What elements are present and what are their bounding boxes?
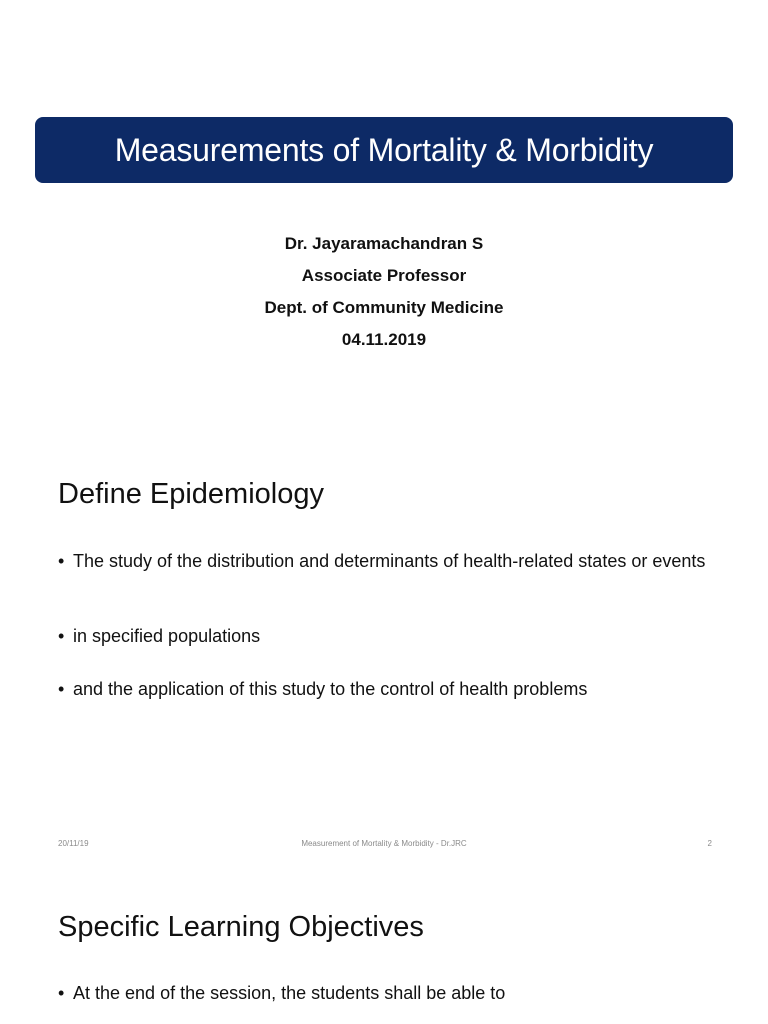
bullet-item bbox=[58, 624, 712, 649]
bullet-text: The study of the distribution and determinants of health-related states or events bbox=[73, 551, 706, 571]
bullet-text: in specified populations bbox=[73, 626, 261, 646]
author-department: Dept. of Community Medicine bbox=[264, 298, 504, 317]
presentation-title: Measurements of Mortality & Morbidity bbox=[114, 132, 654, 168]
author-name: Dr. Jayaramachandran S bbox=[284, 234, 484, 253]
bullet-item bbox=[58, 981, 718, 1006]
bullet-text: and the application of this study to the control of health problems bbox=[73, 679, 588, 699]
bullet-dot: • bbox=[58, 551, 65, 571]
bullet-dot: • bbox=[58, 983, 65, 1003]
slide-heading-learning-objectives: Specific Learning Objectives bbox=[58, 911, 424, 943]
bullet-item bbox=[58, 549, 712, 574]
slide-page-number: 2 bbox=[707, 839, 712, 848]
bullet-text: At the end of the session, the students shall be able to bbox=[73, 983, 506, 1003]
slide-footer-date: 20/11/19 bbox=[58, 839, 89, 848]
slide-heading-define-epidemiology: Define Epidemiology bbox=[58, 478, 324, 510]
title-banner bbox=[35, 117, 733, 183]
slide-footer-title: Measurement of Mortality & Morbidity - Dr.JRC bbox=[301, 839, 467, 848]
author-block bbox=[0, 228, 768, 356]
presentation-date: 04.11.2019 bbox=[341, 330, 427, 349]
bullet-dot: • bbox=[58, 679, 65, 699]
author-position: Associate Professor bbox=[301, 266, 467, 285]
bullet-dot: • bbox=[58, 626, 65, 646]
bullet-item bbox=[58, 677, 718, 702]
